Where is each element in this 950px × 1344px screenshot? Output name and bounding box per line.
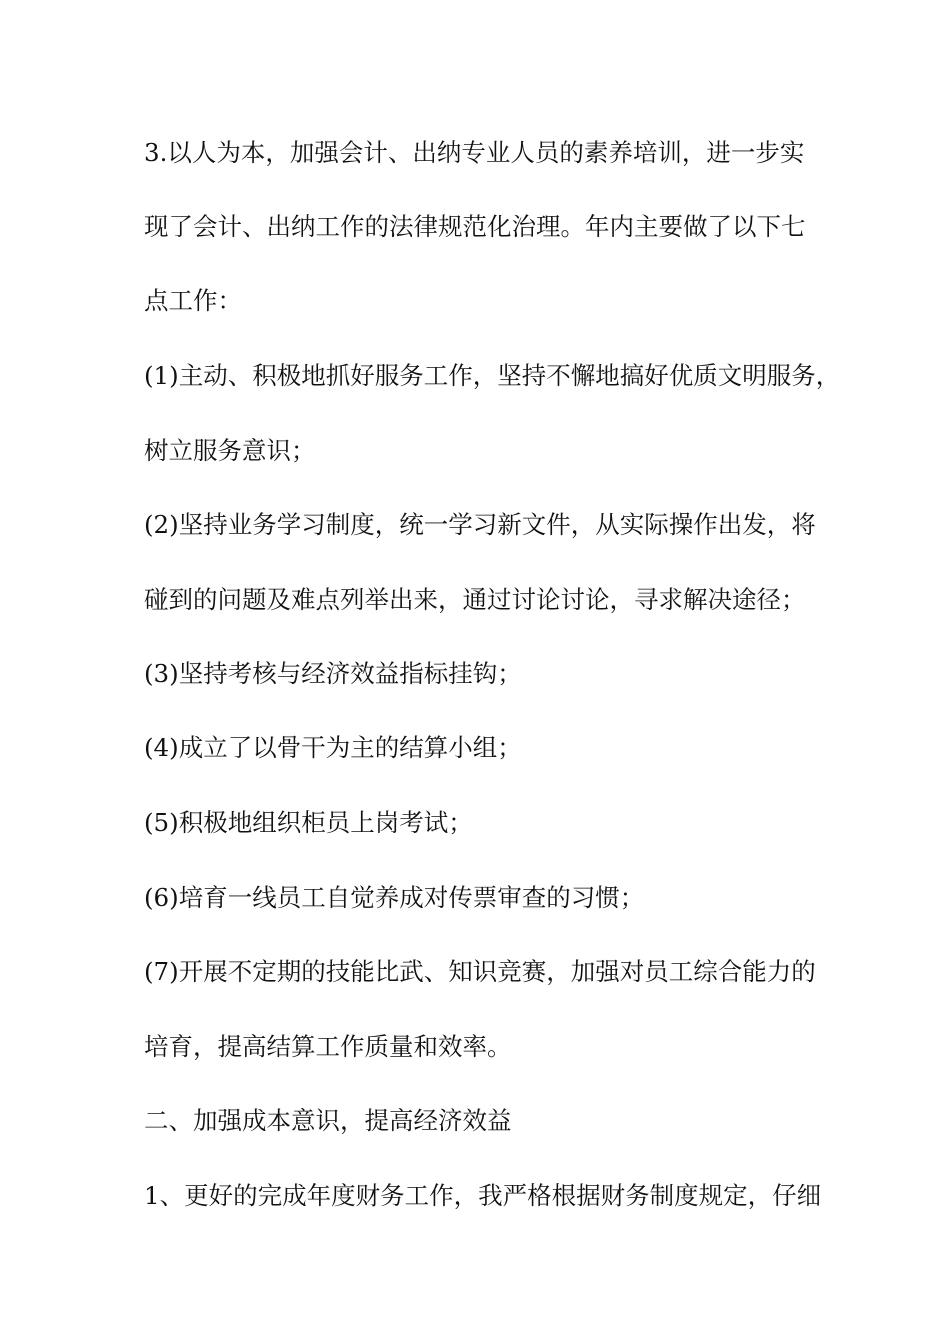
text-line-3: 点工作： — [144, 286, 242, 315]
text-line-10: (5)积极地组织柜员上岗考试； — [144, 808, 473, 837]
text-line-2: 现了会计、出纳工作的法律规范化治理。年内主要做了以下七 — [144, 212, 806, 241]
text-line-12: (7)开展不定期的技能比武、知识竞赛，加强对员工综合能力的 — [144, 957, 816, 986]
text-line-9: (4)成立了以骨干为主的结算小组； — [144, 733, 522, 762]
text-line-7: 碰到的问题及难点列举出来，通过讨论讨论，寻求解决途径； — [144, 585, 806, 614]
text-line-8: (3)坚持考核与经济效益指标挂钩； — [144, 659, 522, 688]
text-line-15: 1、更好的完成年度财务工作，我严格根据财务制度规定，仔细 — [144, 1181, 822, 1210]
text-line-5: 树立服务意识； — [144, 436, 316, 465]
text-line-4: (1)主动、积极地抓好服务工作，坚持不懈地搞好优质文明服务， — [144, 361, 841, 390]
section-heading: 二、加强成本意识，提高经济效益 — [144, 1106, 512, 1135]
text-line-6: (2)坚持业务学习制度，统一学习新文件，从实际操作出发，将 — [144, 510, 816, 539]
text-line-11: (6)培育一线员工自觉养成对传票审查的习惯； — [144, 883, 645, 912]
text-line-13: 培育，提高结算工作质量和效率。 — [144, 1032, 512, 1061]
text-line-1: 3.以人为本，加强会计、出纳专业人员的素养培训，进一步实 — [144, 138, 805, 167]
